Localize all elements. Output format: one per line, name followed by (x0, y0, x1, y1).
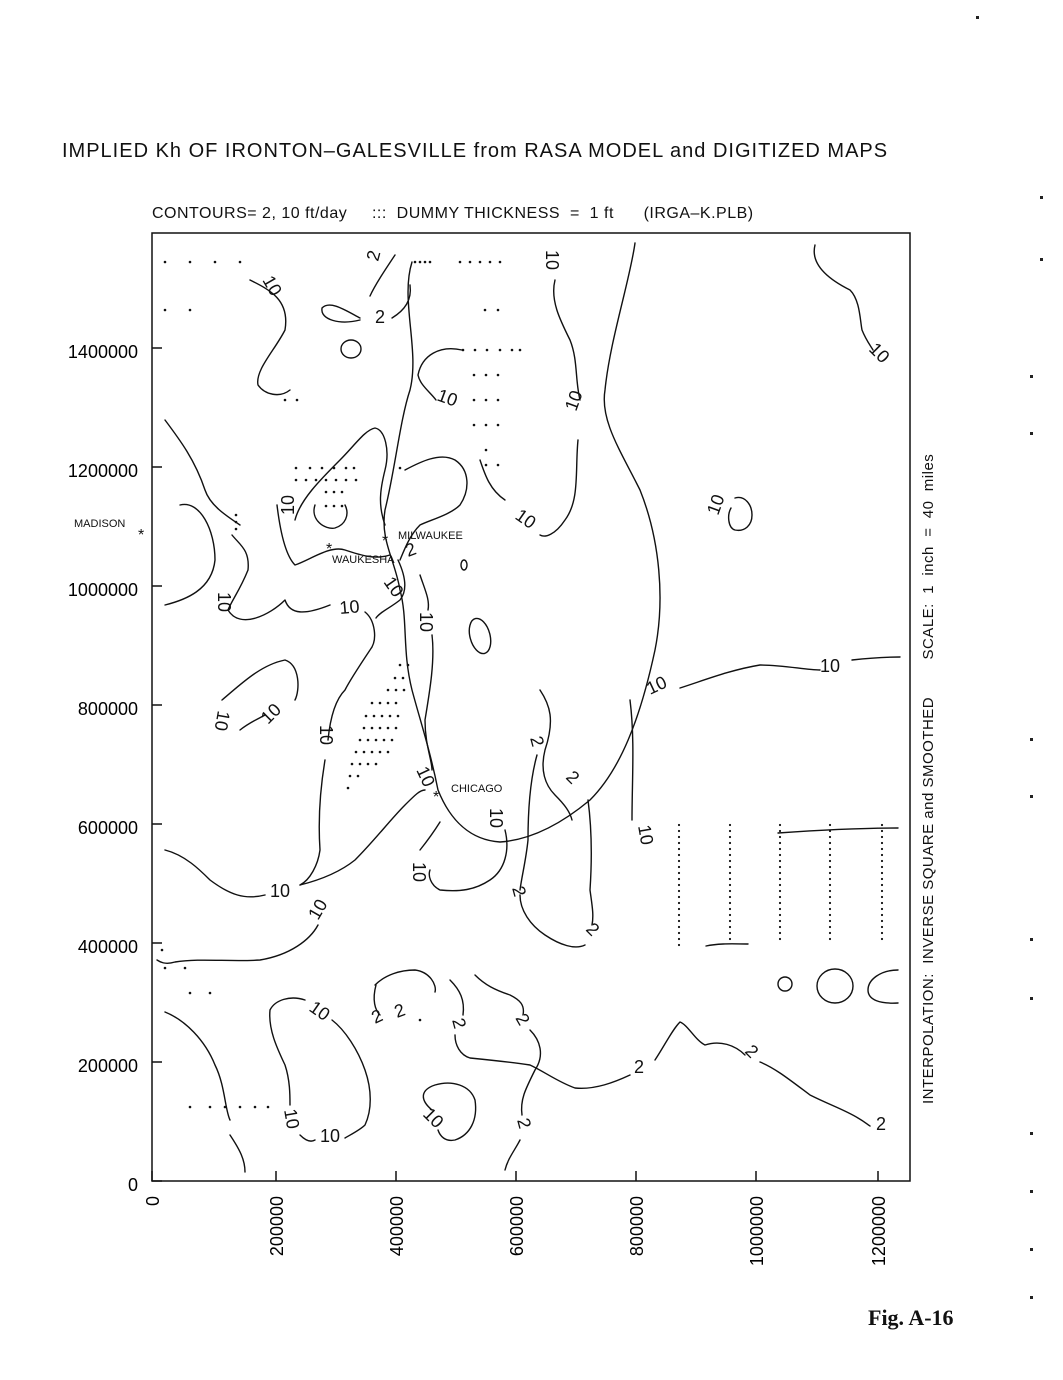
dummy-thickness-dot (729, 872, 731, 874)
x-axis (152, 1171, 878, 1181)
contour-label-2: 2 (582, 918, 604, 940)
waukesha-marker: * (326, 541, 333, 558)
dummy-thickness-dot (678, 926, 680, 928)
contour-label-2: 2 (526, 733, 549, 749)
dummy-thickness-dot (779, 836, 781, 838)
contour-line (332, 1020, 370, 1138)
contour-label-10: 10 (316, 725, 336, 746)
contour-line (314, 505, 347, 528)
contour-line (520, 895, 585, 947)
contour-line (729, 497, 752, 530)
dummy-thickness-dot (678, 842, 680, 844)
dummy-thickness-dot (881, 914, 883, 916)
dummy-thickness-dot (729, 908, 731, 910)
contour-label-2: 2 (448, 1015, 471, 1031)
dummy-thickness-dot (829, 860, 831, 862)
dummy-thickness-dot (779, 878, 781, 880)
contour-line (554, 280, 580, 400)
madison-label: MADISON (74, 518, 126, 530)
y-axis (152, 348, 162, 1181)
dummy-thickness-dot (678, 848, 680, 850)
milwaukee-label: MILWAUKEE (398, 530, 463, 542)
milwaukee-marker: * (382, 533, 389, 550)
dummy-thickness-dot (779, 884, 781, 886)
contour-line (814, 245, 873, 350)
dummy-thickness-dot (678, 890, 680, 892)
contour-label-10: 10 (412, 763, 439, 790)
contour-label-10: 10 (304, 895, 332, 923)
dummy-thickness-dot (678, 944, 680, 946)
dummy-thickness-dot (829, 824, 831, 826)
dummy-thickness-dot (881, 902, 883, 904)
contour-label-2: 2 (876, 1114, 887, 1134)
contour-line (230, 1135, 245, 1172)
contour-label-2: 2 (391, 999, 408, 1022)
dummy-thickness-dot (678, 866, 680, 868)
dummy-thickness-dot (779, 920, 781, 922)
contour-labels (211, 248, 894, 1146)
x-tick-label: 400000 (387, 1196, 407, 1257)
contour-line (778, 828, 898, 833)
dummy-thickness-dot (779, 926, 781, 928)
dummy-thickness-dot (829, 920, 831, 922)
contour-label-2: 2 (513, 1115, 536, 1131)
dummy-thickness-dot (729, 854, 731, 856)
contour-label-10: 10 (305, 996, 334, 1025)
x-tick-label: 600000 (507, 1196, 527, 1257)
dummy-thickness-dot (678, 884, 680, 886)
map-subtitle: CONTOURS= 2, 10 ft/day ::: DUMMY THICKNESS = 1 ft (IRGA–K.PLB) (152, 205, 754, 222)
dummy-thickness-dot (829, 878, 831, 880)
contour-line (680, 665, 820, 688)
dummy-thickness-dot (779, 824, 781, 826)
contour-label-10: 10 (820, 656, 841, 676)
dummy-thickness-dot (729, 860, 731, 862)
x-tick-label: 800000 (627, 1196, 647, 1257)
contour-line (165, 420, 240, 525)
contour-label-10: 10 (409, 862, 429, 883)
x-tick-label: 1200000 (869, 1196, 889, 1267)
contour-line (630, 700, 633, 820)
dummy-thickness-dot (729, 902, 731, 904)
contour-label-10: 10 (643, 672, 670, 699)
interpolation-scale-note: INTERPOLATION: INVERSE SQUARE and SMOOTHED SCALE: 1 inch = 40 miles (920, 453, 937, 1104)
contour-label-10: 10 (542, 250, 562, 271)
contour-ring (466, 616, 495, 656)
map-title: IMPLIED Kh OF IRONTON–GALESVILLE from RASA MODEL and DIGITIZED MAPS (62, 140, 889, 162)
y-tick-label: 1000000 (67, 580, 138, 600)
dummy-thickness-dot (779, 908, 781, 910)
dummy-thickness-dot (729, 938, 731, 940)
contour-line (425, 635, 433, 770)
dummy-thickness-dot (678, 920, 680, 922)
dummy-thickness-dot (678, 908, 680, 910)
dummy-thickness-dot (829, 872, 831, 874)
dummy-thickness-dot (729, 926, 731, 928)
contour-ring (817, 969, 853, 1003)
contour-line (165, 504, 215, 605)
y-tick-label: 1400000 (67, 342, 138, 362)
dummy-thickness-dot (881, 890, 883, 892)
contour-label-10: 10 (278, 494, 298, 515)
waukesha-label: WAUKESHA (332, 554, 395, 566)
dummy-thickness-dot (829, 848, 831, 850)
contour-label-10: 10 (338, 596, 361, 618)
contour-label-10: 10 (280, 1107, 304, 1131)
dummy-thickness-dot (829, 902, 831, 904)
dummy-thickness-dot (829, 914, 831, 916)
dummy-thickness-dot (779, 842, 781, 844)
y-tick-label: 400000 (77, 937, 138, 957)
contour-label-2: 2 (562, 766, 584, 788)
dummy-thickness-dot (881, 860, 883, 862)
contour-line (475, 975, 523, 1015)
contour-line (522, 1030, 541, 1115)
dummy-thickness-dot (881, 920, 883, 922)
dummy-thickness-dot (729, 920, 731, 922)
chicago-label: CHICAGO (451, 783, 503, 795)
dummy-thickness-dot (729, 824, 731, 826)
dummy-thickness-dot (829, 890, 831, 892)
x-tick-label: 0 (143, 1196, 163, 1207)
contour-label-10: 10 (702, 491, 729, 518)
contour-line (480, 460, 505, 500)
dummy-thickness-dot (729, 866, 731, 868)
contour-line (165, 850, 265, 897)
contour-label-10: 10 (560, 387, 587, 414)
contour-label-10: 10 (419, 1103, 448, 1132)
contour-line (455, 1035, 630, 1088)
dummy-thickness-dot (881, 932, 883, 934)
contour-line (300, 1135, 315, 1141)
dummy-thickness-dot (729, 890, 731, 892)
contour-label-10: 10 (634, 823, 658, 847)
contour-label-10: 10 (210, 709, 234, 733)
y-tick-label: 0 (127, 1175, 138, 1195)
dummy-thickness-dot (678, 902, 680, 904)
contour-line (520, 755, 537, 890)
dummy-thickness-dot (779, 890, 781, 892)
dummy-thickness-dot (779, 872, 781, 874)
dummy-thickness-dot (829, 896, 831, 898)
dummy-thickness-dot (829, 830, 831, 832)
dummy-thickness-dot (881, 878, 883, 880)
dummy-thickness-dot (881, 884, 883, 886)
contour-label-10: 10 (486, 808, 506, 829)
contour-label-10: 10 (258, 272, 286, 300)
contour-line (270, 998, 305, 1105)
lake-michigan-shoreline (384, 243, 660, 842)
contour-label-10: 10 (270, 881, 291, 901)
contour-line (588, 800, 593, 925)
dummy-thickness-dot (829, 926, 831, 928)
contour-label-10: 10 (379, 572, 408, 601)
dummy-thickness-dot (829, 932, 831, 934)
dummy-thickness-dots (161, 261, 522, 1109)
dummy-thickness-dot (678, 914, 680, 916)
contour-label-10: 10 (434, 384, 461, 411)
dummy-thickness-dot (729, 842, 731, 844)
contour-label-2: 2 (634, 1057, 645, 1077)
dummy-thickness-dot (779, 896, 781, 898)
contour-line (852, 657, 900, 660)
dummy-thickness-dot (779, 932, 781, 934)
dummy-thickness-dot (829, 836, 831, 838)
dummy-thickness-dot (829, 884, 831, 886)
dummy-thickness-dot (881, 938, 883, 940)
dummy-thickness-dot (678, 860, 680, 862)
dummy-thickness-dot (881, 896, 883, 898)
contour-label-10: 10 (256, 699, 285, 728)
contour-line (420, 575, 428, 610)
figure-label: Fig. A-16 (868, 1305, 954, 1330)
contour-ring (341, 340, 361, 358)
dummy-thickness-dot (881, 824, 883, 826)
contour-line (375, 970, 435, 992)
dummy-thickness-dot (729, 884, 731, 886)
dummy-thickness-dot (779, 848, 781, 850)
contour-label-2: 2 (368, 1005, 386, 1028)
contour-line (706, 944, 748, 946)
contour-line (328, 612, 375, 740)
dummy-thickness-dot (829, 908, 831, 910)
dummy-thickness-dot (829, 866, 831, 868)
contour-line (222, 660, 298, 700)
dummy-thickness-dot (729, 836, 731, 838)
dummy-thickness-dot (729, 878, 731, 880)
dummy-thickness-dot (678, 836, 680, 838)
contour-label-10: 10 (865, 338, 894, 367)
dummy-thickness-dot (881, 830, 883, 832)
x-tick-label: 1000000 (747, 1196, 767, 1267)
contour-line (540, 690, 572, 820)
contour-ring (461, 560, 467, 570)
contour-line (655, 1022, 745, 1060)
dummy-thickness-dot (779, 866, 781, 868)
dummy-thickness-dot (678, 854, 680, 856)
contour-line (295, 428, 387, 525)
contour-label-10: 10 (416, 612, 436, 633)
contour-line (868, 970, 898, 1003)
dummy-thickness-columns (678, 824, 883, 946)
contour-label-2: 2 (511, 1010, 534, 1029)
chicago-marker: * (433, 789, 440, 806)
dummy-thickness-dot (729, 932, 731, 934)
dummy-thickness-dot (881, 908, 883, 910)
dummy-thickness-dot (881, 926, 883, 928)
dummy-thickness-dot (729, 848, 731, 850)
y-tick-label: 800000 (77, 699, 138, 719)
contour-line (300, 760, 325, 885)
dummy-thickness-dot (779, 902, 781, 904)
dummy-thickness-dot (678, 878, 680, 880)
dummy-thickness-dot (779, 854, 781, 856)
dummy-thickness-dot (779, 860, 781, 862)
dummy-thickness-dot (779, 938, 781, 940)
contour-line (429, 830, 507, 891)
contour-line (505, 1140, 520, 1170)
dummy-thickness-dot (881, 836, 883, 838)
contour-line (540, 440, 578, 536)
contour-label-2: 2 (741, 1040, 763, 1062)
contour-label-10: 10 (320, 1126, 341, 1146)
contour-line (450, 980, 463, 1015)
dummy-thickness-dot (829, 938, 831, 940)
contour-label-2: 2 (362, 248, 385, 264)
dummy-thickness-dot (678, 932, 680, 934)
contour-label-2: 2 (375, 307, 386, 327)
contour-line (420, 822, 440, 850)
dummy-thickness-dot (829, 842, 831, 844)
contour-line (322, 305, 360, 322)
dummy-thickness-dot (779, 914, 781, 916)
contour-label-2: 2 (508, 883, 531, 899)
contour-label-10: 10 (511, 504, 540, 533)
dummy-thickness-dot (678, 824, 680, 826)
contour-line (760, 1062, 870, 1126)
contour-line (157, 925, 318, 963)
dummy-thickness-dot (881, 854, 883, 856)
dummy-thickness-dot (881, 842, 883, 844)
dummy-thickness-dot (678, 938, 680, 940)
dummy-thickness-dot (779, 830, 781, 832)
y-tick-label: 200000 (77, 1056, 138, 1076)
y-tick-label: 1200000 (67, 461, 138, 481)
dummy-thickness-dot (729, 830, 731, 832)
dummy-thickness-dot (678, 896, 680, 898)
contour-label-10: 10 (214, 592, 234, 613)
dummy-thickness-dot (729, 896, 731, 898)
dummy-thickness-dot (881, 866, 883, 868)
dummy-thickness-dot (829, 854, 831, 856)
madison-marker: * (138, 527, 145, 544)
contour-line (165, 1012, 230, 1120)
contour-line (228, 535, 333, 620)
contour-ring (778, 977, 792, 991)
x-tick-label: 200000 (267, 1196, 287, 1257)
dummy-thickness-dot (881, 848, 883, 850)
y-tick-label: 600000 (77, 818, 138, 838)
dummy-thickness-dot (678, 872, 680, 874)
dummy-thickness-dot (678, 830, 680, 832)
dummy-thickness-dot (881, 872, 883, 874)
contour-label-2: 2 (402, 538, 419, 561)
dummy-thickness-dot (729, 914, 731, 916)
